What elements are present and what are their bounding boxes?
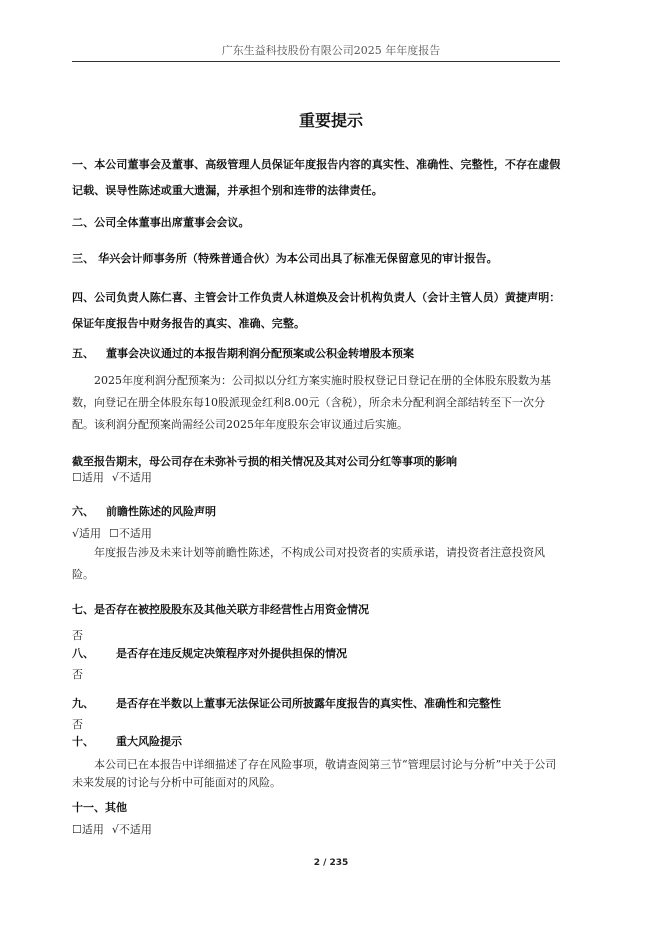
item-7-answer: 否 bbox=[72, 629, 83, 642]
item-9-number: 九、 bbox=[72, 697, 94, 710]
item-10-title: 重大风险提示 bbox=[116, 735, 182, 748]
page-number: 2 / 235 bbox=[313, 858, 349, 868]
page-title: 重要提示 bbox=[298, 111, 363, 130]
item-6-options bbox=[72, 526, 562, 542]
item-3-statement: 三、 华兴会计师事务所（特殊普通合伙）为本公司出具了标准无保留意见的审计报告。 bbox=[72, 252, 498, 265]
item-10-number: 十、 bbox=[72, 735, 94, 748]
item-4-statement: 四、公司负责人陈仁喜、主管会计工作负责人林道焕及会计机构负责人（会计主管人员）黄捷声明：保证年度报告中财务报告的真实、准确、完整。 bbox=[72, 291, 561, 330]
item-10-body: 本公司已在本报告中详细描述了存在风险事项，敬请查阅第三节“管理层讨论与分析”中关于公司未来发展的讨论与分析中可能面对的风险。 bbox=[72, 758, 557, 789]
header-divider bbox=[72, 61, 560, 62]
deficit-applicable-option: ☐适用 bbox=[72, 471, 104, 484]
item-11-heading: 十一、其他 bbox=[72, 801, 127, 814]
item-10-heading bbox=[72, 732, 562, 752]
item-5-number: 五、 bbox=[72, 347, 94, 360]
deficit-heading: 截至报告期末，母公司存在未弥补亏损的相关情况及其对公司分红等事项的影响 bbox=[72, 455, 457, 468]
deficit-options bbox=[72, 470, 562, 486]
item-6-title: 前瞻性陈述的风险声明 bbox=[106, 505, 216, 518]
item-6-body: 年度报告涉及未来计划等前瞻性陈述，不构成公司对投资者的实质承诺，请投资者注意投资风险。 bbox=[72, 546, 545, 581]
item-11-applicable-option: ☐适用 bbox=[72, 823, 104, 836]
item-9-heading bbox=[72, 694, 562, 714]
item-5-body: 2025年度利润分配预案为：公司拟以分红方案实施时股权登记日登记在册的全体股东股数为基数，向登记在册全体股东每10股派现金红利8.00元（含税），所余未分配利润全部结转至下一次分配。该利润分配预案尚需经公司2025年年度股东会审议通过后实施。 bbox=[72, 374, 551, 431]
item-6-applicable-option: √适用 bbox=[72, 527, 102, 540]
item-7-heading: 七、是否存在被控股股东及其他关联方非经营性占用资金情况 bbox=[72, 603, 369, 616]
item-11-not-applicable-option: √不适用 bbox=[111, 823, 152, 836]
running-header: 广东生益科技股份有限公司2025 年年度报告 bbox=[221, 44, 441, 57]
item-5-title: 董事会决议通过的本报告期利润分配预案或公积金转增股本预案 bbox=[106, 347, 414, 360]
item-8-number: 八、 bbox=[72, 647, 94, 660]
item-11-options bbox=[72, 822, 562, 838]
item-8-title: 是否存在违反规定决策程序对外提供担保的情况 bbox=[116, 647, 347, 660]
item-6-heading bbox=[72, 502, 562, 522]
item-9-title: 是否存在半数以上董事无法保证公司所披露年度报告的真实性、准确性和完整性 bbox=[116, 697, 501, 710]
item-6-not-applicable-option: ☐不适用 bbox=[109, 527, 152, 540]
item-6-number: 六、 bbox=[72, 505, 94, 518]
item-2-statement: 二、公司全体董事出席董事会会议。 bbox=[72, 216, 250, 229]
deficit-not-applicable-option: √不适用 bbox=[111, 471, 152, 484]
item-8-answer: 否 bbox=[72, 668, 83, 681]
item-9-answer: 否 bbox=[72, 718, 83, 731]
item-5-heading bbox=[72, 344, 562, 364]
item-1-statement: 一、本公司董事会及董事、高级管理人员保证年度报告内容的真实性、准确性、完整性，不存在虚假记载、误导性陈述或重大遗漏，并承担个别和连带的法律责任。 bbox=[72, 158, 561, 197]
item-8-heading bbox=[72, 644, 562, 664]
